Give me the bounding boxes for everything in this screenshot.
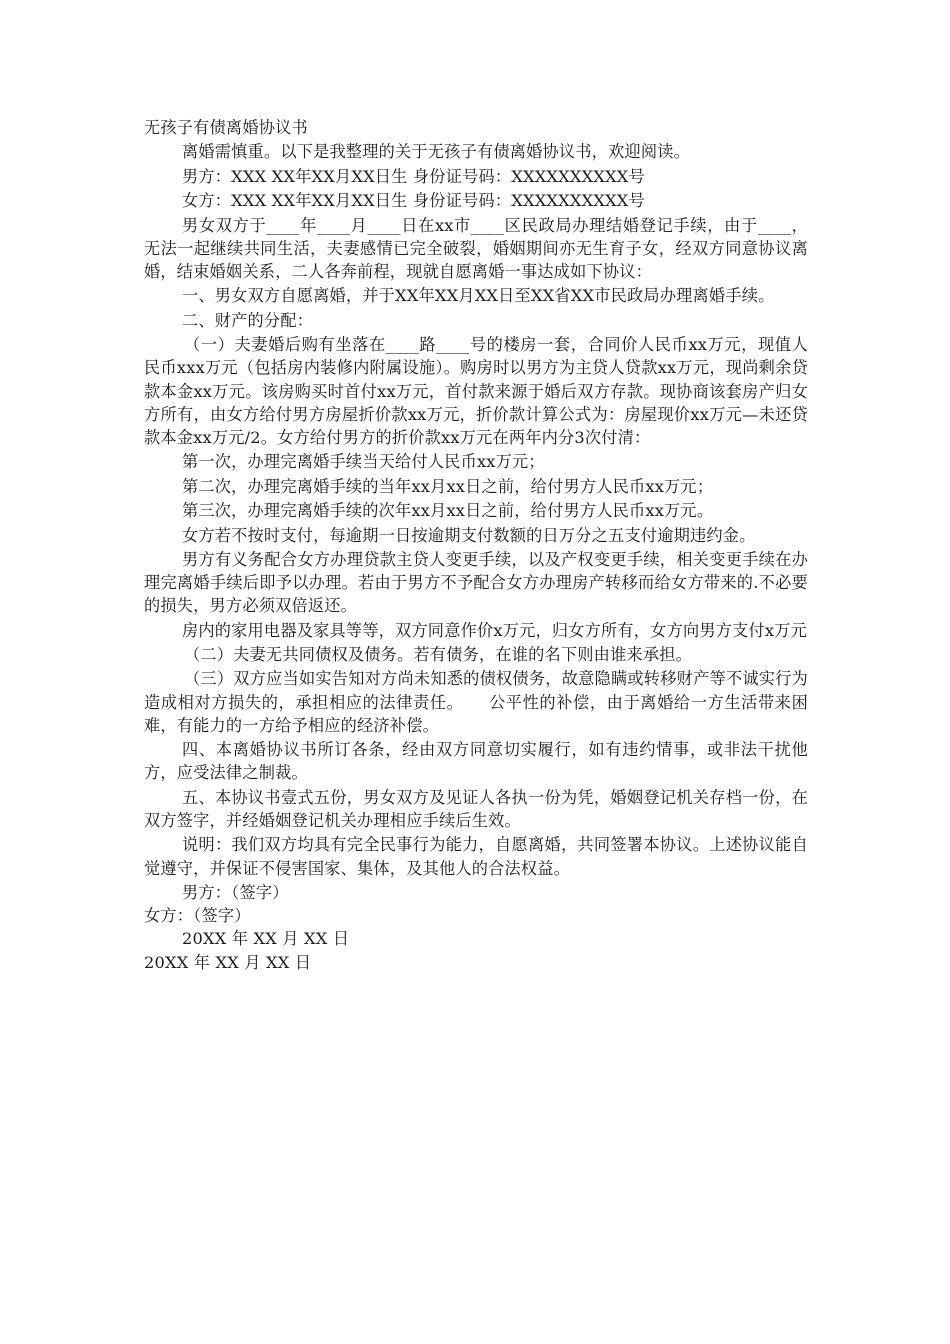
clause-4: 四、本离婚协议书所订各条，经由双方同意切实履行，如有违约情事，或非法干扰他方，应受法律之制裁。	[144, 740, 808, 783]
clause-2-2: （二）夫妻无共同债权及债务。若有债务，在谁的名下则由谁来承担。	[184, 645, 693, 665]
payment-2: 第二次，办理完离婚手续的当年xx月xx日之前，给付男方人民币xx万元；	[182, 476, 714, 496]
payment-3: 第三次，办理完离婚手续的次年xx月xx日之前，给付男方人民币xx万元。	[182, 501, 714, 521]
man-obligation: 男方有义务配合女方办理贷款主贷人变更手续，以及产权变更手续，相关变更手续在办理完离婚手续后即予以办理。若由于男方不予配合女方办理房产转移而给女方带来的.不必要的损失，男方必须双倍返还。	[144, 549, 808, 616]
clause-2-heading: 二、财产的分配：	[182, 310, 314, 330]
intro-paragraph: 离婚需慎重。以下是我整理的关于无孩子有债离婚协议书，欢迎阅读。	[182, 142, 691, 162]
preamble-paragraph: 男女双方于____年____月____日在xx市____区民政局办理结婚登记手续，由于____，无法一起继续共同生活，夫妻感情已完全破裂，婚姻期间亦无生育子女，经双方同意协议离婚，结束婚姻关系，二人各奔前程，现就自愿离婚一事达成如下协议：	[144, 215, 808, 281]
clause-2-3: （三）双方应当如实告知对方尚未知悉的债权债务，故意隐瞒或转移财产等不诚实行为造成相对方损失的，承担相应的法律责任。 公平性的补偿，由于离婚给一方生活带来困难，有能力的一方给予相应的经济补偿。	[144, 669, 808, 735]
woman-signature: 女方：（签字）	[144, 906, 251, 926]
date-line-2: 20XX 年 XX 月 XX 日	[144, 952, 312, 972]
man-info: 男方：XXX XX年XX月XX日生 身份证号码：XXXXXXXXXX号	[182, 166, 645, 186]
man-signature: 男方：（签字）	[182, 883, 289, 903]
date-line-1: 20XX 年 XX 月 XX 日	[182, 929, 350, 949]
payment-1: 第一次，办理完离婚手续当天给付人民币xx万元；	[182, 452, 545, 472]
clause-1: 一、男女双方自愿离婚，并于XX年XX月XX日至XX省XX市民政局办理离婚手续。	[182, 286, 775, 306]
document-title: 无孩子有债离婚协议书	[144, 118, 308, 137]
statement-paragraph: 说明：我们双方均具有完全民事行为能力，自愿离婚，共同签署本协议。上述协议能自觉遵守，并保证不侵害国家、集体，及其他人的合法权益。	[144, 835, 808, 878]
clause-5: 五、本协议书壹式五份，男女双方及见证人各执一份为凭，婚姻登记机关存档一份，在双方签字，并经婚姻登记机关办理相应手续后生效。	[144, 787, 808, 831]
document-page	[144, 116, 808, 974]
clause-2-1: （一）夫妻婚后购有坐落在____路____号的楼房一套，合同价人民币xx万元，现值人民币xxx万元（包括房内装修内附属设施）。购房时以男方为主贷人贷款xx万元，现尚剩余贷款本金xx万元。该房购买时首付xx万元，首付款来源于婚后双方存款。现协商该套房产归女方所有，由女方给付男方房屋折价款xx万元，折价款计算公式为：房屋现价xx万元—未还贷款本金xx万元/2。女方给付男方的折价款xx万元在两年内分3次付清：	[144, 335, 808, 447]
late-penalty: 女方若不按时支付，每逾期一日按逾期支付数额的日万分之五支付逾期违约金。	[182, 525, 756, 545]
appliances-paragraph: 房内的家用电器及家具等等，双方同意作价x万元，归女方所有，女方向男方支付x万元	[182, 620, 807, 640]
woman-info: 女方：XXX XX年XX月XX日生 身份证号码：XXXXXXXXXX号	[182, 191, 645, 211]
